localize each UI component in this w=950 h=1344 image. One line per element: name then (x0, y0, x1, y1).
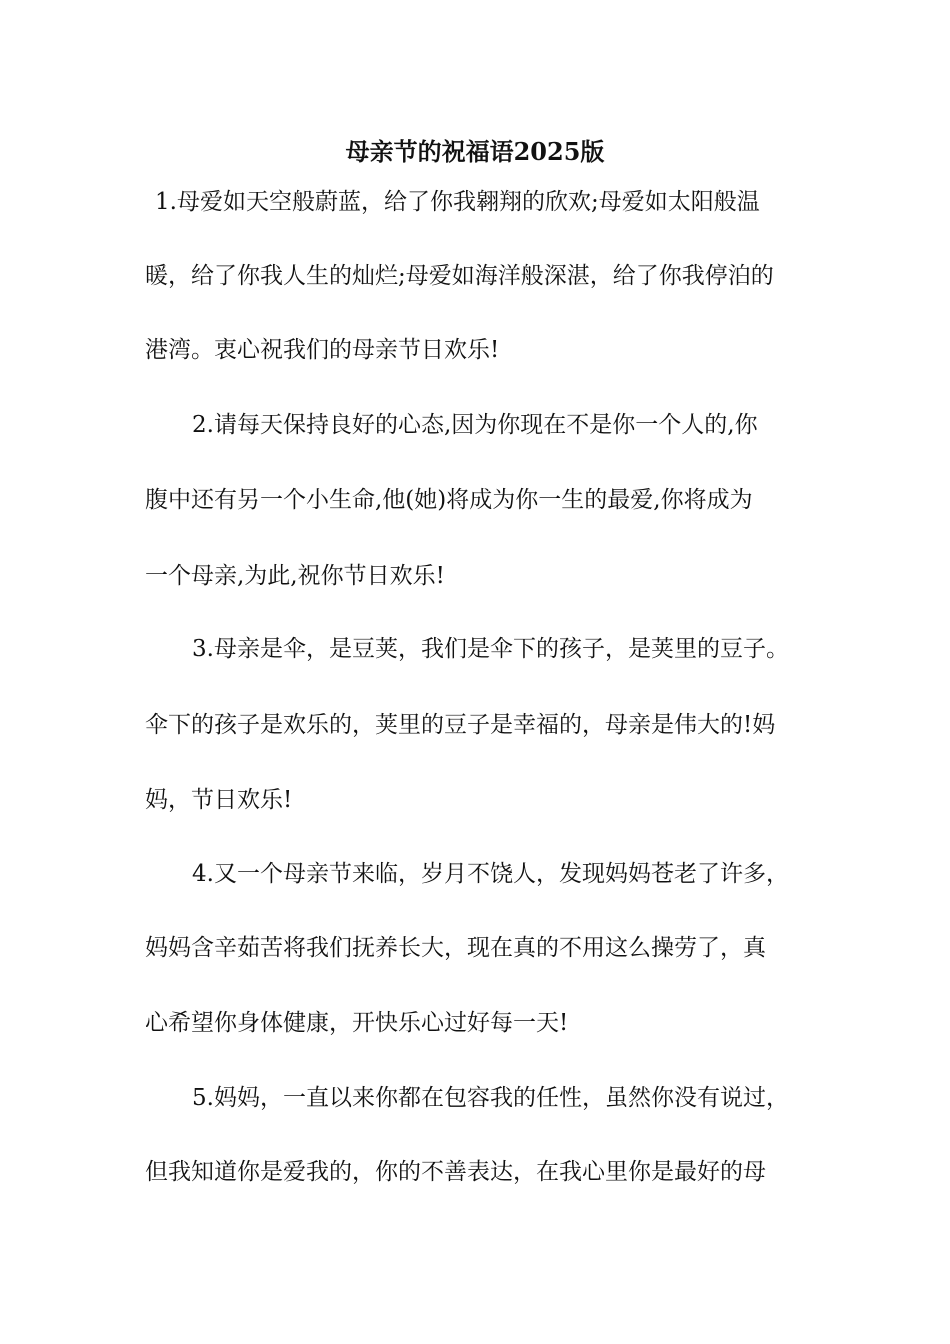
paragraph-1-line-2: 暖，给了你我人生的灿烂;母爱如海洋般深湛，给了你我停泊的 (145, 263, 774, 289)
paragraph-3-line-2: 伞下的孩子是欢乐的，荚里的豆子是幸福的，母亲是伟大的!妈 (145, 712, 776, 738)
document-title: 母亲节的祝福语2025版 (345, 137, 605, 166)
paragraph-3-line-3: 妈，节日欢乐! (145, 787, 293, 813)
paragraph-2-line-1: 2.请每天保持良好的心态,因为你现在不是你一个人的,你 (192, 412, 758, 438)
paragraph-4-line-1: 4.又一个母亲节来临，岁月不饶人，发现妈妈苍老了许多， (192, 861, 789, 887)
paragraph-2-line-3: 一个母亲,为此,祝你节日欢乐! (145, 563, 445, 589)
paragraph-4-line-2: 妈妈含辛茹苦将我们抚养长大，现在真的不用这么操劳了，真 (145, 935, 766, 961)
paragraph-3-line-1: 3.母亲是伞，是豆荚，我们是伞下的孩子，是荚里的豆子。 (192, 636, 789, 662)
paragraph-4-line-3: 心希望你身体健康，开快乐心过好每一天! (145, 1010, 569, 1036)
paragraph-1-line-3: 港湾。衷心祝我们的母亲节日欢乐! (145, 337, 500, 363)
paragraph-1-line-1: 1.母爱如天空般蔚蓝，给了你我翱翔的欣欢;母爱如太阳般温 (155, 189, 760, 215)
paragraph-2-line-2: 腹中还有另一个小生命,他(她)将成为你一生的最爱,你将成为 (145, 487, 753, 513)
paragraph-5-line-1: 5.妈妈，一直以来你都在包容我的任性，虽然你没有说过， (192, 1085, 789, 1111)
paragraph-5-line-2: 但我知道你是爱我的，你的不善表达，在我心里你是最好的母 (145, 1159, 766, 1185)
